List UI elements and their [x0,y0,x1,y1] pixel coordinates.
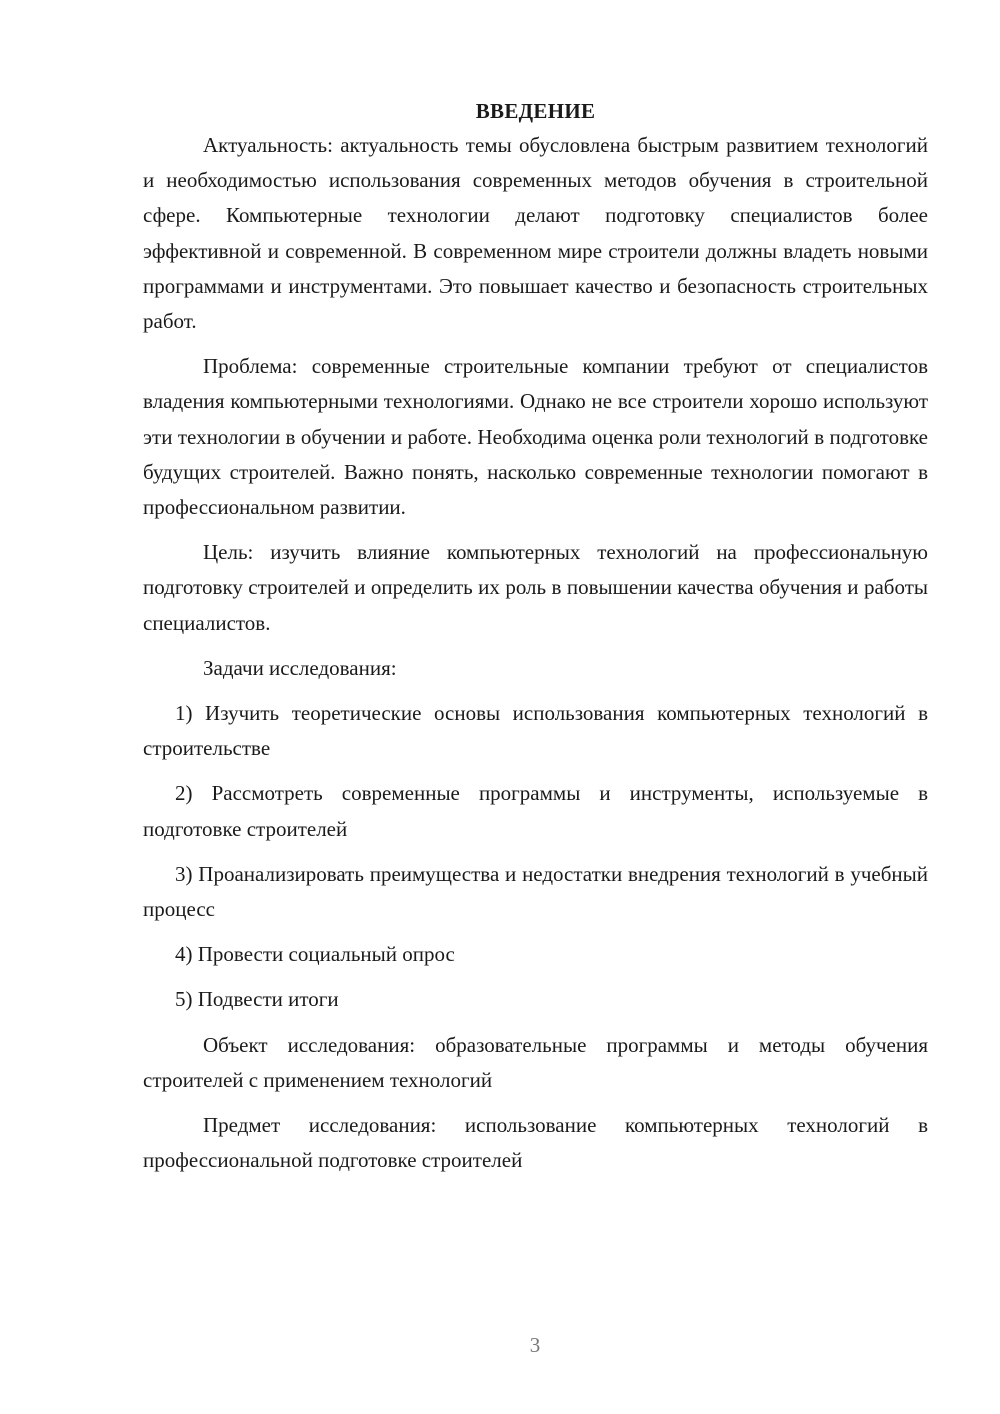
paragraph-tasks-heading: Задачи исследования: [203,655,397,680]
paragraph-relevance: Актуальность: актуальность темы обусловлена быстрым развитием технологий и необходимостью использования современных методов обучения в строительной сфере. Компьютерные технологии делают подготовку специалистов более эффективной и современной. В современном мире строители должны владеть новыми программами и инструментами. Это повышает качество и безопасность строительных работ. [143,133,928,334]
task-item-2: 2) Рассмотреть современные программы и инструменты, используемые в подготовке строителей [143,781,928,841]
paragraph-goal: Цель: изучить влияние компьютерных технологий на профессиональную подготовку строителей и определить их роль в повышении качества обучения и работы специалистов. [143,540,928,635]
task-item-1: 1) Изучить теоретические основы использования компьютерных технологий в строительстве [143,701,928,761]
document-page [143,96,928,1188]
task-item-4: 4) Провести социальный опрос [175,942,455,967]
paragraph-problem: Проблема: современные строительные компании требуют от специалистов владения компьютерными технологиями. Однако не все строители хорошо используют эти технологии в обучении и работе. Необходима оценка роли технологий в подготовке будущих строителей. Важно понять, насколько современные технологии помогают в профессиональном развитии. [143,354,928,520]
task-item-3: 3) Проанализировать преимущества и недостатки внедрения технологий в учебный процесс [143,861,928,922]
document-title: ВВЕДЕНИЕ [475,99,596,123]
page-number: 3 [529,1333,541,1357]
paragraph-research-subject: Предмет исследования: использование компьютерных технологий в профессиональной подготовке строителей [143,1113,928,1173]
paragraph-research-object: Объект исследования: образовательные программы и методы обучения строителей с применением технологий [143,1032,928,1092]
task-item-5: 5) Подвести итоги [175,987,339,1012]
